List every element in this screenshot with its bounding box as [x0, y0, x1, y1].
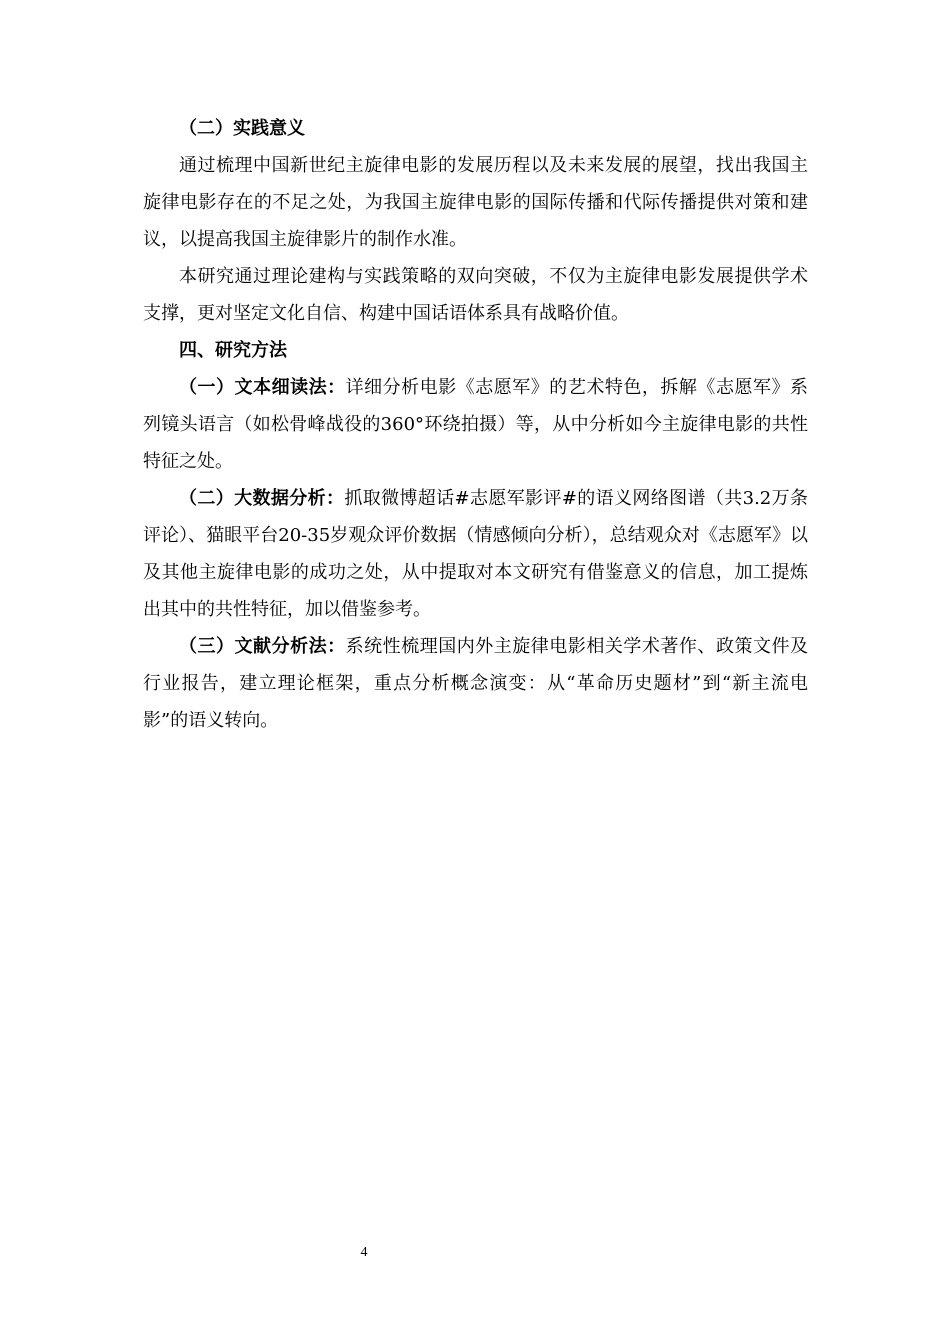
method-body-text-close-reading: 详细分析电影《志愿军》的艺术特色，拆解《志愿军》系列镜头语言（如松骨峰战役的360°环绕拍摄）等，从中分析如今主旋律电影的共性特征之处。 — [143, 377, 809, 472]
paragraph-big-data-analysis — [143, 480, 808, 628]
paragraph-literature-analysis — [143, 628, 808, 739]
method-body-literature-analysis: 系统性梳理国内外主旋律电影相关学术著作、政策文件及行业报告，建立理论框架，重点分析概念演变：从“革命历史题材”到“新主流电影”的语义转向。 — [143, 636, 809, 731]
paragraph-text-close-reading — [143, 369, 808, 480]
paragraph-practical-significance: 通过梳理中国新世纪主旋律电影的发展历程以及未来发展的展望，找出我国主旋律电影存在的不足之处，为我国主旋律电影的国际传播和代际传播提供对策和建议，以提高我国主旋律影片的制作水准。 — [143, 155, 808, 250]
paragraph-research-value: 本研究通过理论建构与实践策略的双向突破，不仅为主旋律电影发展提供学术支撑，更对坚定文化自信、构建中国话语体系具有战略价值。 — [143, 266, 808, 324]
section-heading-research-methods: 四、研究方法 — [179, 340, 287, 361]
method-label-big-data-analysis: （二）大数据分析： — [179, 488, 345, 509]
page-number: 4 — [360, 1245, 368, 1260]
method-label-literature-analysis: （三）文献分析法： — [179, 636, 346, 657]
method-body-big-data-analysis: 抓取微博超话#志愿军影评#的语义网络图谱（共3.2万条评论）、猫眼平台20-35岁观众评价数据（情感倾向分析），总结观众对《志愿军》以及其他主旋律电影的成功之处，从中提取对本文研究有借鉴意义的信息，加工提炼出其中的共性特征，加以借鉴参考。 — [143, 488, 808, 620]
method-label-text-close-reading: （一）文本细读法： — [179, 377, 346, 398]
section-heading-practical-significance: （二）实践意义 — [179, 118, 305, 139]
document-body — [143, 110, 808, 739]
